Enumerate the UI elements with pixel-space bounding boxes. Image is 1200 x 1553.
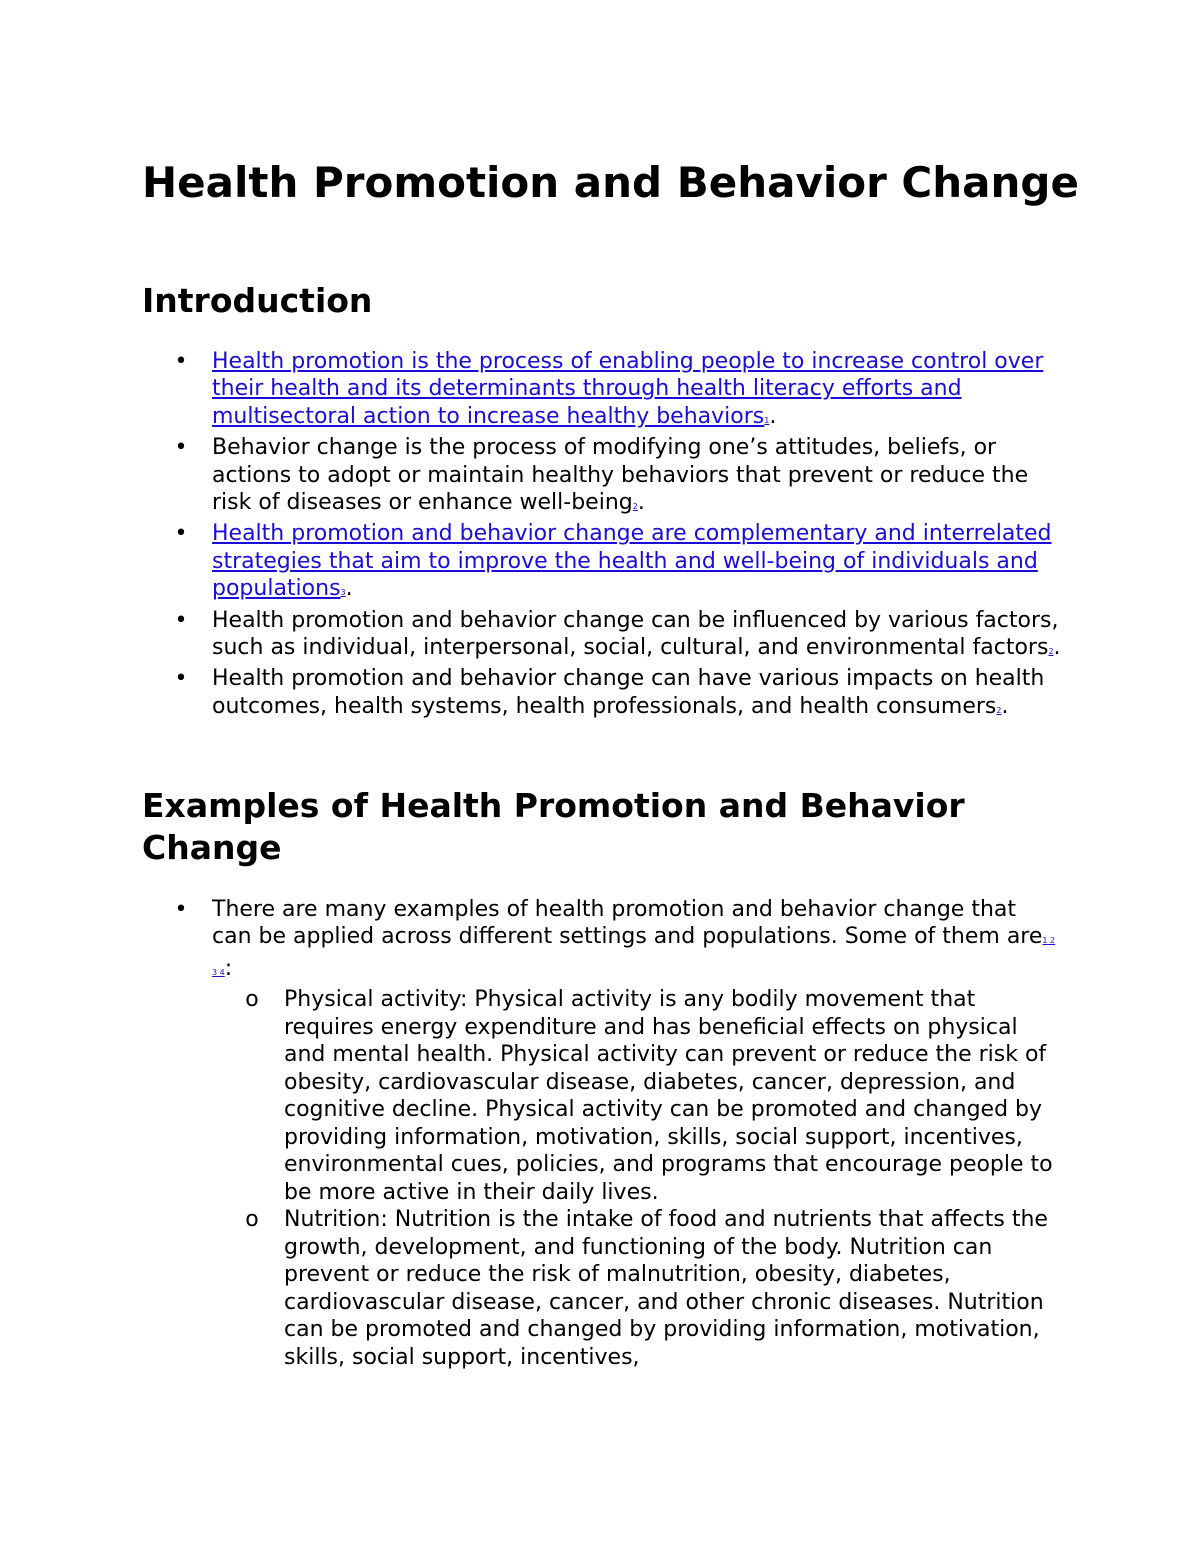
item-end: . <box>637 490 645 516</box>
bullet-icon: • <box>174 435 188 461</box>
sub-item-text: Nutrition: Nutrition is the intake of food and nutrients that affects the growth, development, and functioning of the body. Nutrition can prevent or reduce the risk of malnutrition, obesity, diabetes, cardiovascular disease, cancer, and other chronic diseases. Nutrition can be promoted and changed by providing information, motivation, skills, social support, incentives, <box>284 1207 1048 1370</box>
circle-bullet-icon: o <box>245 987 259 1013</box>
page-title: Health Promotion and Behavior Change <box>142 158 1079 207</box>
list-item <box>142 607 1062 666</box>
list-item <box>142 896 1062 1371</box>
list-item <box>142 434 1062 520</box>
examples-sublist <box>212 986 1062 1371</box>
bullet-icon: • <box>174 666 188 692</box>
reference-link[interactable]: 2 <box>632 502 638 512</box>
sub-list-item <box>212 1206 1062 1371</box>
intro-item-link[interactable]: Health promotion is the process of enabling people to increase control over their health and its determinants through health literacy efforts and multisectoral action to increase healthy behaviors <box>212 349 1044 429</box>
reference-link[interactable]: 3 <box>340 588 346 598</box>
bullet-icon: • <box>174 897 188 922</box>
bullet-icon: • <box>174 521 188 547</box>
bullet-icon: • <box>174 349 188 374</box>
item-end: : <box>224 955 233 981</box>
sub-item-text: Physical activity: Physical activity is any bodily movement that requires energy expenditure and has beneficial effects on physical and mental health. Physical activity can prevent or reduce the risk of obesity, cardiovascular disease, diabetes, cancer, depression, and cognitive decline. Physical activity can be promoted and changed by providing information, motivation, skills, social support, incentives, environmental cues, policies, and programs that encourage people to be more active in their daily lives. <box>284 987 1053 1205</box>
intro-heading: Introduction <box>142 281 373 320</box>
bullet-icon: • <box>174 607 188 633</box>
item-end: . <box>1001 693 1009 719</box>
intro-item-link[interactable]: Health promotion and behavior change are complementary and interrelated strategies that aim to improve the health and well-being of individuals and populations <box>212 521 1052 602</box>
intro-item-text: Health promotion and behavior change can be influenced by various factors, such as individual, interpersonal, social, cultural, and environmental factors <box>212 607 1059 661</box>
intro-list <box>142 348 1062 724</box>
list-item <box>142 348 1062 434</box>
examples-lead-text: There are many examples of health promotion and behavior change that can be applied across different settings and populations. Some of them are <box>212 897 1043 950</box>
intro-item-text: Health promotion and behavior change can have various impacts on health outcomes, health systems, health professionals, and health consumers <box>212 666 1045 719</box>
list-item <box>142 665 1062 724</box>
sub-list-item <box>212 986 1062 1206</box>
list-item <box>142 520 1062 606</box>
circle-bullet-icon: o <box>245 1207 259 1233</box>
reference-link[interactable]: 1 2 3 4 <box>212 936 1056 977</box>
intro-item-text: Behavior change is the process of modifying one’s attitudes, beliefs, or actions to adopt or maintain healthy behaviors that prevent or reduce the risk of diseases or enhance well-being <box>212 435 1029 516</box>
item-end: . <box>769 403 777 429</box>
examples-heading: Examples of Health Promotion and Behavior Change <box>142 786 965 867</box>
reference-link[interactable]: 2 <box>996 705 1002 715</box>
examples-list <box>142 896 1062 1371</box>
reference-link[interactable]: 2 <box>1048 647 1054 657</box>
item-end: . <box>345 576 353 602</box>
reference-link[interactable]: 1 <box>764 415 770 425</box>
item-end: . <box>1053 635 1061 661</box>
